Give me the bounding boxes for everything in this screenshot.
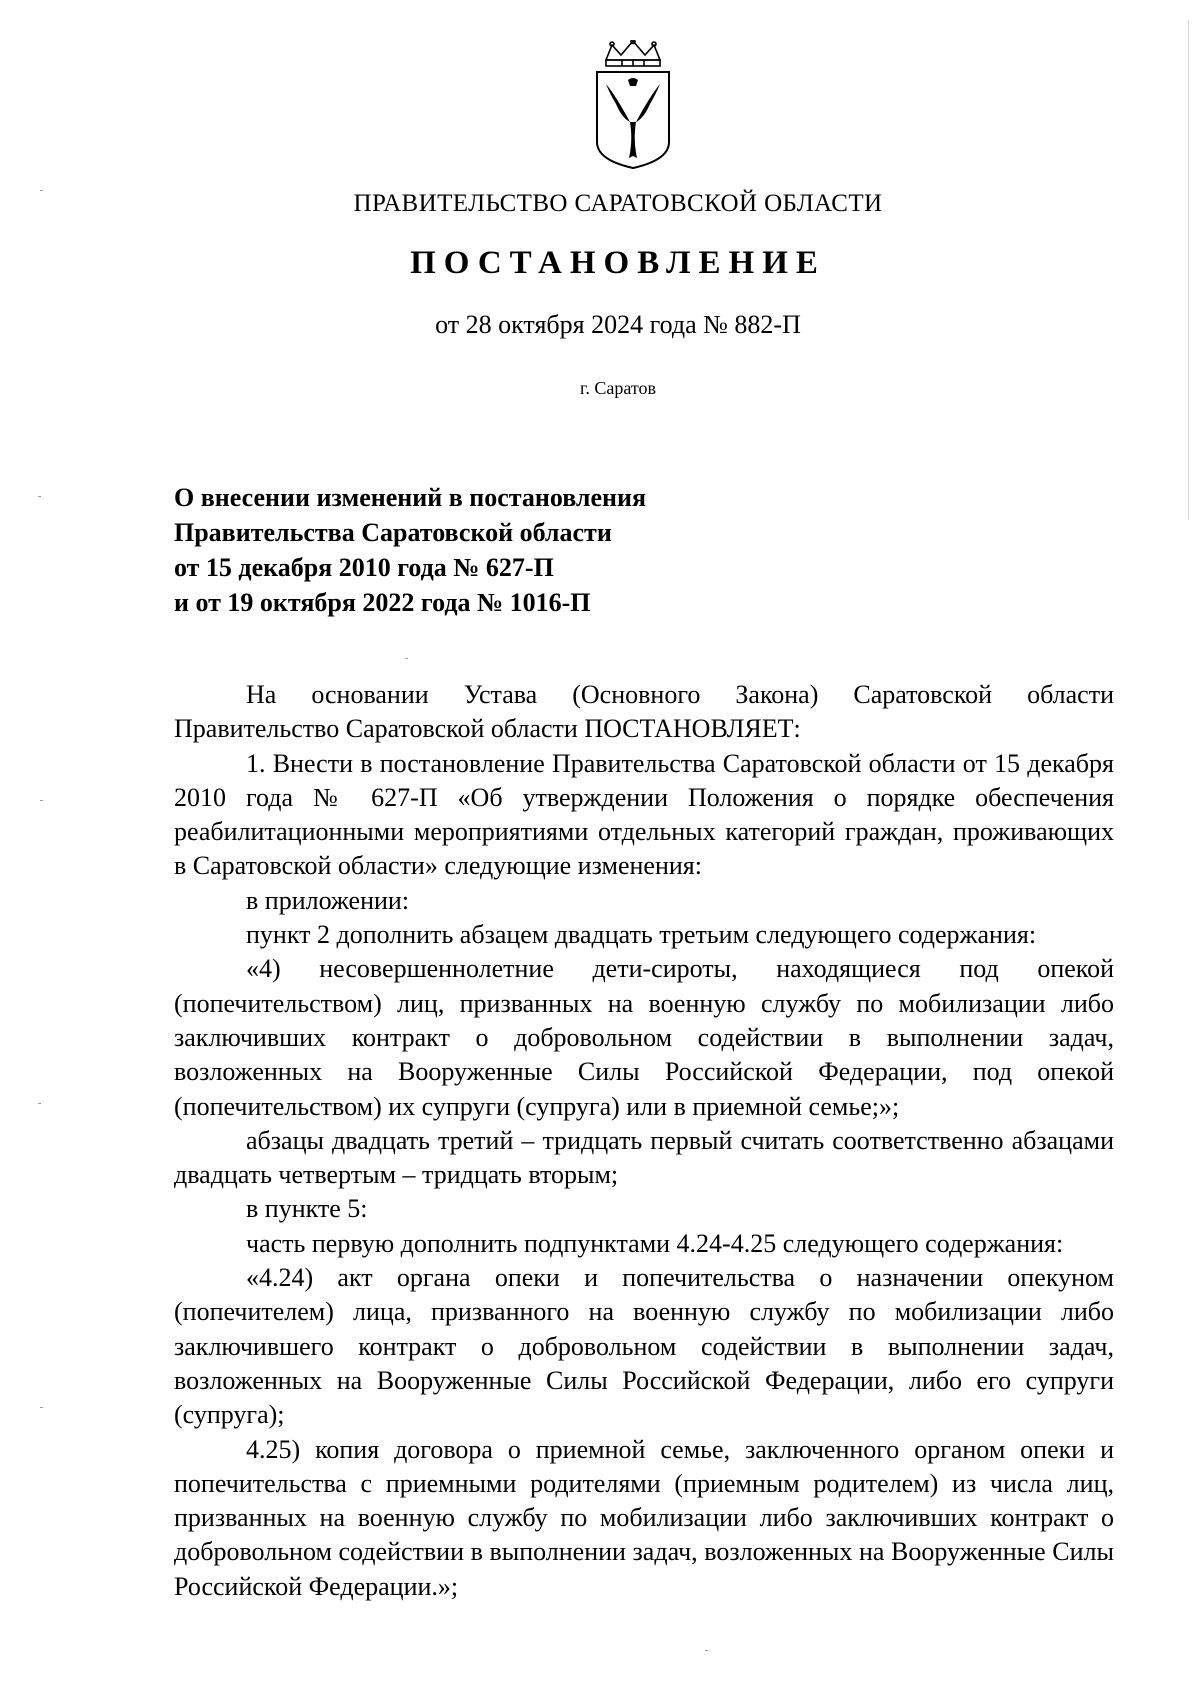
document-date-number: от 28 октября 2024 года № 882-П <box>435 310 801 339</box>
document-city: г. Саратов <box>580 378 656 398</box>
body-paragraph: часть первую дополнить подпунктами 4.24-4.25 следующего содержания: <box>246 1228 1064 1258</box>
scan-speck <box>705 1650 708 1651</box>
subject-line: О внесении изменений в постановления <box>174 483 647 512</box>
scan-speck <box>40 800 43 801</box>
document-subject <box>174 480 874 620</box>
scan-speck <box>405 658 408 659</box>
body-paragraph: «4.24) акт органа опеки и попечительства о назначении опекуном (попечителем) лица, призванного на военную службу по мобилизации либо заключившего контракт о добровольном содействии в выполнении задач, возложенных на Вооруженные Силы Российской Федерации, либо его супруги (супруга); <box>174 1263 1114 1430</box>
scan-speck <box>38 1103 41 1104</box>
scan-speck <box>40 190 43 191</box>
body-paragraph: в пункте 5: <box>246 1194 368 1224</box>
body-paragraph: абзацы двадцать третий – тридцать первый считать соответственно абзацами двадцать четвертым – тридцать вторым; <box>174 1125 1114 1190</box>
body-paragraph: 4.25) копия договора о приемной семье, заключенного органом опеки и попечительства с приемными родителями (приемным родителем) из числа лиц, призванных на военную службу по мобилизации либо заключивших контракт о добровольном содействии в выполнении задач, возложенных на Вооруженные Силы Российской Федерации.»; <box>174 1434 1114 1601</box>
body-paragraph: «4) несовершеннолетние дети-сироты, находящиеся под опекой (попечительством) лиц, призванных на военную службу по мобилизации либо заключивших контракт о добровольном содействии в выполнении задач, возложенных на Вооруженные Силы Российской Федерации, под опекой (попечительством) их супруги (супруга) или в приемной семье;»; <box>174 954 1114 1121</box>
subject-line: от 15 декабря 2010 года № 627-П <box>174 553 554 582</box>
subject-line: Правительства Саратовской области <box>174 518 612 547</box>
document-body <box>174 678 1114 1604</box>
subject-line: и от 19 октября 2022 года № 1016-П <box>174 588 591 617</box>
document-type-title: ПОСТАНОВЛЕНИЕ <box>410 245 826 281</box>
scan-edge <box>1188 20 1189 520</box>
body-paragraph: На основании Устава (Основного Закона) Саратовской области Правительство Саратовской области ПОСТАНОВЛЯЕТ: <box>174 680 1114 744</box>
body-paragraph: 1. Внести в постановление Правительства Саратовской области от 15 декабря 2010 года № 627-П «Об утверждении Положения о порядке обеспечения реабилитационными мероприятиями отдельных категорий граждан, проживающих в Саратовской области» следующие изменения: <box>174 748 1114 881</box>
government-name: ПРАВИТЕЛЬСТВО САРАТОВСКОЙ ОБЛАСТИ <box>353 190 883 217</box>
body-paragraph: в приложении: <box>246 885 410 915</box>
body-paragraph: пункт 2 дополнить абзацем двадцать третьим следующего содержания: <box>246 920 1037 950</box>
scan-speck <box>38 496 41 497</box>
saratov-coat-of-arms-icon <box>592 40 674 170</box>
scan-speck <box>40 1407 43 1408</box>
